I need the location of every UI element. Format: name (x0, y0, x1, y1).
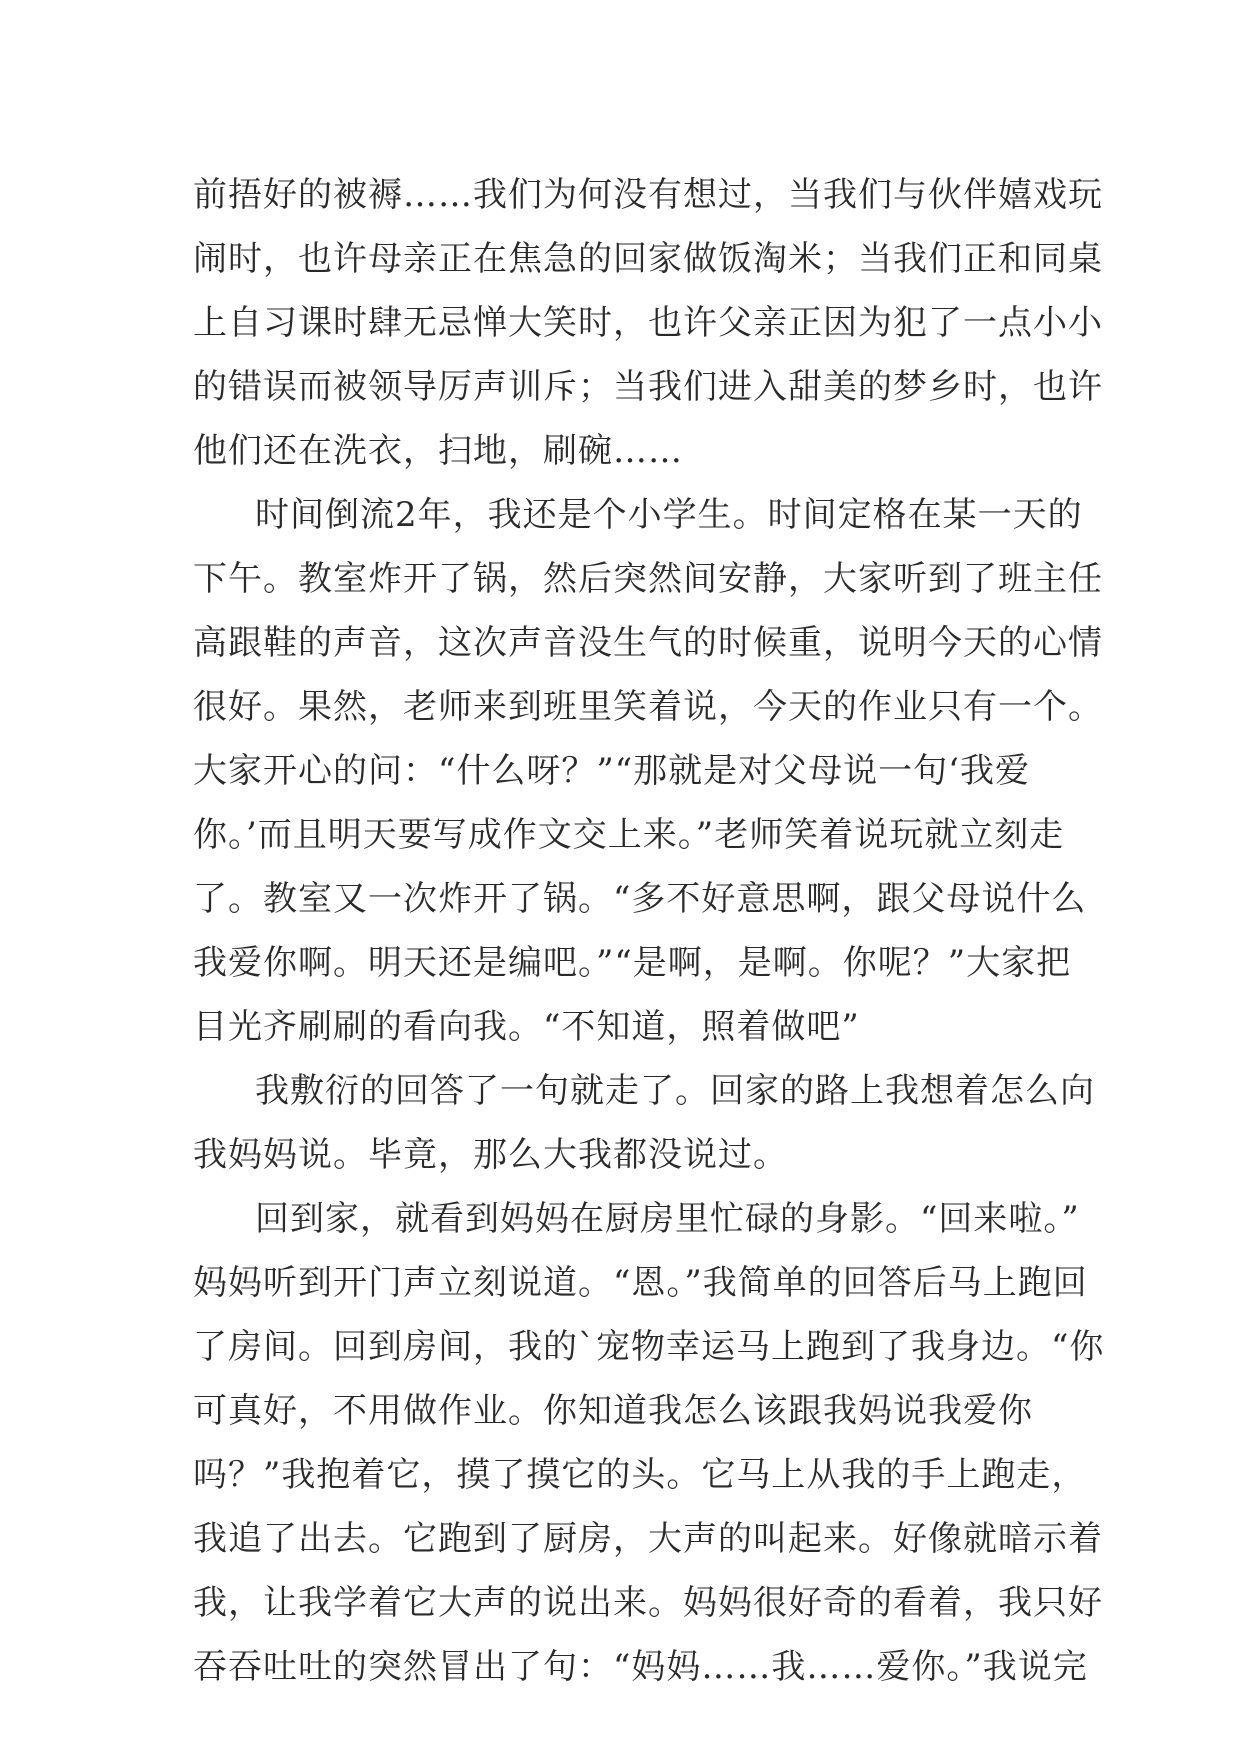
text-line: 目光齐刷刷的看向我。“不知道，照着做吧” (193, 1007, 860, 1047)
text-line: 可真好，不用做作业。你知道我怎么该跟我妈说我爱你 (193, 1391, 1033, 1431)
text-line: 回到家，就看到妈妈在厨房里忙碌的身影。“回来啦。” (255, 1199, 1080, 1239)
text-line: 前捂好的被褥……我们为何没有想过，当我们与伙伴嬉戏玩 (193, 175, 1103, 215)
text-line: 妈妈听到开门声立刻说道。“恩。”我简单的回答后马上跑回 (193, 1263, 1088, 1303)
text-line: 大家开心的问：“什么呀？”“那就是对父母说一句‘我爱 (193, 751, 1030, 791)
text-line: 下午。教室炸开了锅，然后突然间安静，大家听到了班主任 (193, 559, 1103, 599)
text-line: 了。教室又一次炸开了锅。“多不好意思啊，跟父母说什么 (193, 879, 1087, 919)
text-line: 你。’而且明天要写成作文交上来。”老师笑着说玩就立刻走 (193, 815, 1065, 855)
text-line: 我敷衍的回答了一句就走了。回家的路上我想着怎么向 (255, 1071, 1095, 1111)
text-line: 了房间。回到房间，我的`宠物幸运马上跑到了我身边。“你 (193, 1327, 1105, 1367)
text-line: 吞吞吐吐的突然冒出了句：“妈妈……我……爱你。”我说完 (193, 1647, 1088, 1687)
text-line: 很好。果然，老师来到班里笑着说，今天的作业只有一个。 (193, 687, 1103, 727)
text-line: 吗？”我抱着它，摸了摸它的头。它马上从我的手上跑走， (193, 1455, 1087, 1495)
essay-body (193, 163, 1105, 1699)
text-line: 时间倒流2年，我还是个小学生。时间定格在某一天的 (255, 495, 1083, 535)
text-line: 上自习课时肆无忌惮大笑时，也许父亲正因为犯了一点小小 (193, 303, 1103, 343)
text-line: 我，让我学着它大声的说出来。妈妈很好奇的看着，我只好 (193, 1583, 1103, 1623)
text-line: 我妈妈说。毕竟，那么大我都没说过。 (193, 1135, 788, 1175)
text-line: 他们还在洗衣，扫地，刷碗…… (193, 431, 683, 471)
text-line: 我追了出去。它跑到了厨房，大声的叫起来。好像就暗示着 (193, 1519, 1103, 1559)
text-line: 闹时，也许母亲正在焦急的回家做饭淘米；当我们正和同桌 (193, 239, 1103, 279)
text-line: 我爱你啊。明天还是编吧。”“是啊，是啊。你呢？”大家把 (193, 943, 1072, 983)
text-line: 高跟鞋的声音，这次声音没生气的时候重，说明今天的心情 (193, 623, 1103, 663)
text-line: 的错误而被领导厉声训斥；当我们进入甜美的梦乡时，也许 (193, 367, 1103, 407)
